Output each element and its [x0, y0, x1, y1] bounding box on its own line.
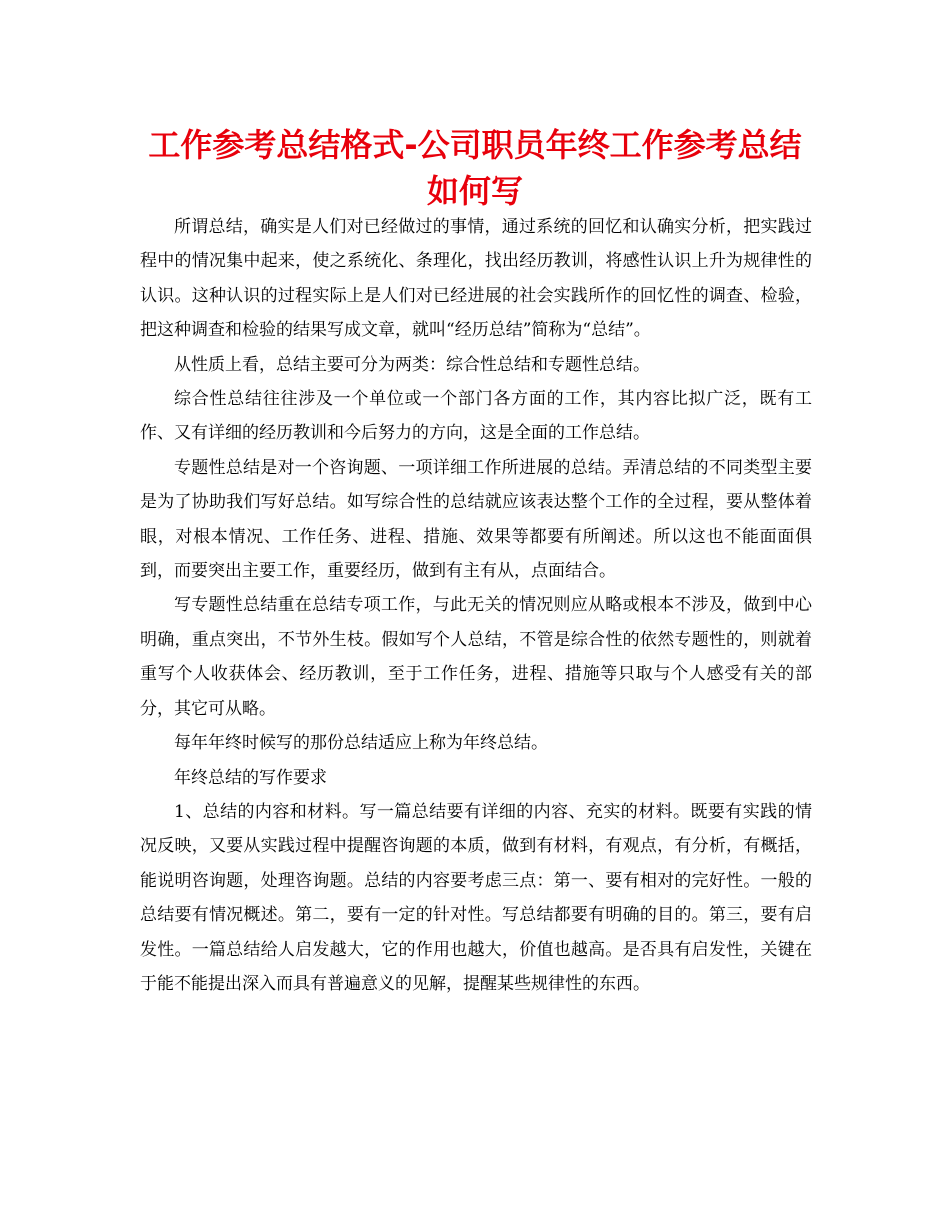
section-heading-requirements: 年终总结的写作要求 — [174, 767, 327, 788]
paragraph-thematic-writing: 写专题性总结重在总结专项工作，与此无关的情况则应从略或根本不涉及，做到中心明确，重点突出，不节外生枝。假如写个人总结，不管是综合性的依然专题性的，则就着重写个人收获体会、经历教训，至于工作任务，进程、措施等只取与个人感受有关的部分，其它可从略。 — [140, 595, 812, 719]
document-title: 工作参考总结格式-公司职员年终工作参考总结如何写 — [148, 126, 802, 210]
paragraph-year-end: 每年年终时候写的那份总结适应上称为年终总结。 — [174, 733, 548, 754]
paragraph-thematic: 专题性总结是对一个咨询题、一项详细工作所进展的总结。弄清总结的不同类型主要是为了协助我们写好总结。如写综合性的总结就应该表达整个工作的全过程，要从整体着眼，对根本情况、工作任务、进程、措施、效果等都要有所阐述。所以这也不能面面俱到，而要突出主要工作，重要经历，做到有主有从，点面结合。 — [140, 457, 812, 582]
paragraph-types: 从性质上看，总结主要可分为两类：综合性总结和专题性总结。 — [174, 354, 650, 375]
paragraph-definition: 所谓总结，确实是人们对已经做过的事情，通过系统的回忆和认确实分析，把实践过程中的情况集中起来，使之系统化、条理化，找出经历教训，将感性认识上升为规律性的认识。这种认识的过程实际上是人们对已经进展的社会实践所作的回忆性的调查、检验，把这种调查和检验的结果写成文章，就叫“经历总结”简称为“总结”。 — [140, 217, 812, 341]
document-body — [140, 210, 812, 1001]
paragraph-comprehensive: 综合性总结往往涉及一个单位或一个部门各方面的工作，其内容比拟广泛，既有工作、又有详细的经历教训和今后努力的方向，这是全面的工作总结。 — [140, 389, 812, 444]
paragraph-requirement-1: 1、总结的内容和材料。写一篇总结要有详细的内容、充实的材料。既要有实践的情况反映，又要从实践过程中提醒咨询题的本质，做到有材料，有观点，有分析，有概括，能说明咨询题，处理咨询题。总结的内容要考虑三点：第一、要有相对的完好性。一般的总结要有情况概述。第二，要有一定的针对性。写总结都要有明确的目的。第三，要有启发性。一篇总结给人启发越大，它的作用也越大，价值也越高。是否具有启发性，关键在于能不能提出深入而具有普遍意义的见解，提醒某些规律性的东西。 — [140, 801, 812, 994]
